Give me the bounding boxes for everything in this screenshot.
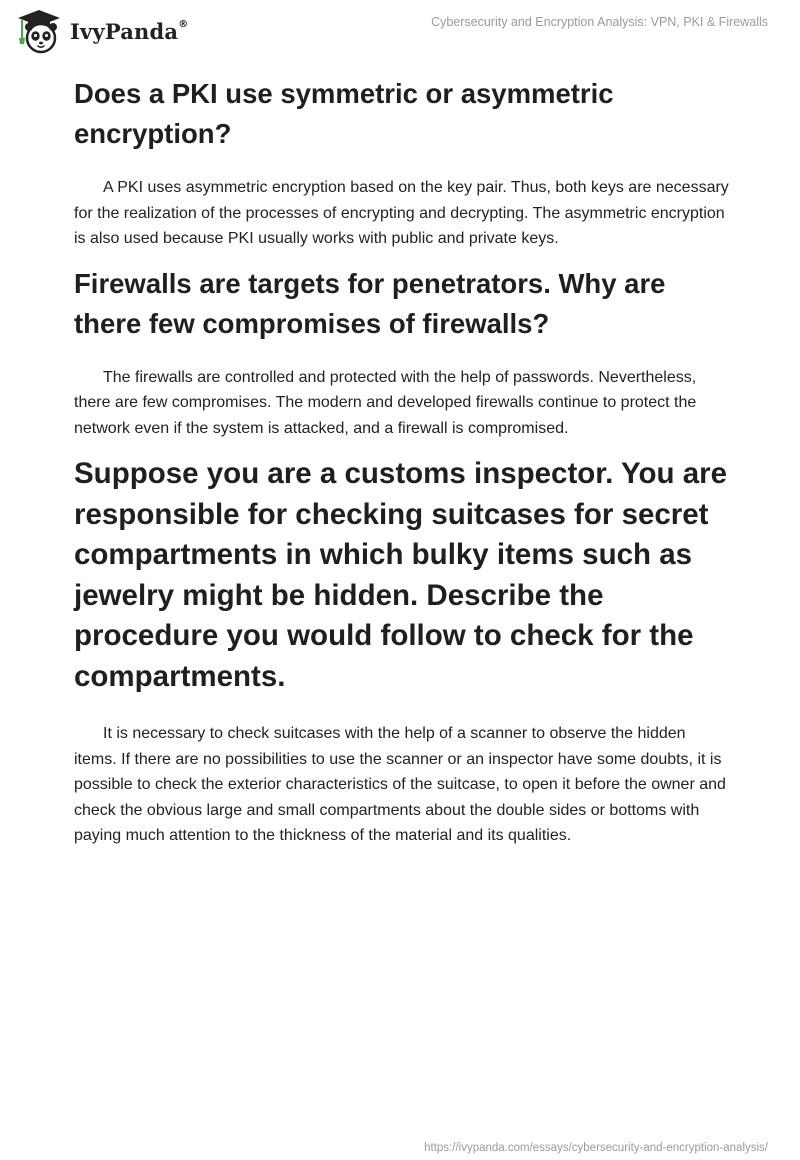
footer-url-link[interactable]: https://ivypanda.com/essays/cybersecurity-and-encryption-analysis/ bbox=[424, 1142, 768, 1154]
section-customs-inspector bbox=[74, 454, 730, 849]
section-firewalls bbox=[74, 264, 730, 442]
panda-logo-icon bbox=[14, 8, 64, 54]
section-heading: Does a PKI use symmetric or asymmetric encryption? bbox=[74, 78, 614, 149]
brand-logo[interactable] bbox=[14, 8, 188, 54]
section-paragraph: It is necessary to check suitcases with the help of a scanner to observe the hidden items. If there are no possibilities to use the scanner or an inspector have some doubts, it is possible to check the exterior characteristics of the suitcase, to open it before the owner and check the obvious large and small compartments about the double sides or bottoms with paying much attention to the thickness of the material and its qualities. bbox=[74, 725, 726, 844]
document-title: Cybersecurity and Encryption Analysis: VPN, PKI & Firewalls bbox=[431, 15, 768, 29]
registered-mark: ® bbox=[178, 18, 189, 30]
section-heading: Suppose you are a customs inspector. You are responsible for checking suitcases for secret compartments in which bulky items such as jewelry might be hidden. Describe the procedure you would follow to check for the compartments. bbox=[74, 457, 728, 693]
section-paragraph: A PKI uses asymmetric encryption based on the key pair. Thus, both keys are necessary for the realization of the processes of encrypting and decrypting. The asymmetric encryption is also used because PKI usually works with public and private keys. bbox=[74, 179, 729, 247]
section-pki-encryption bbox=[74, 74, 730, 252]
section-paragraph: The firewalls are controlled and protected with the help of passwords. Nevertheless, there are few compromises. The modern and developed firewalls continue to protect the network even if the system is attacked, and a firewall is compromised. bbox=[74, 368, 697, 437]
essay-content bbox=[74, 74, 730, 849]
section-heading: Firewalls are targets for penetrators. Why are there few compromises of firewalls? bbox=[74, 267, 666, 339]
page-header bbox=[0, 0, 800, 70]
brand-name: IvyPanda® bbox=[70, 18, 189, 44]
